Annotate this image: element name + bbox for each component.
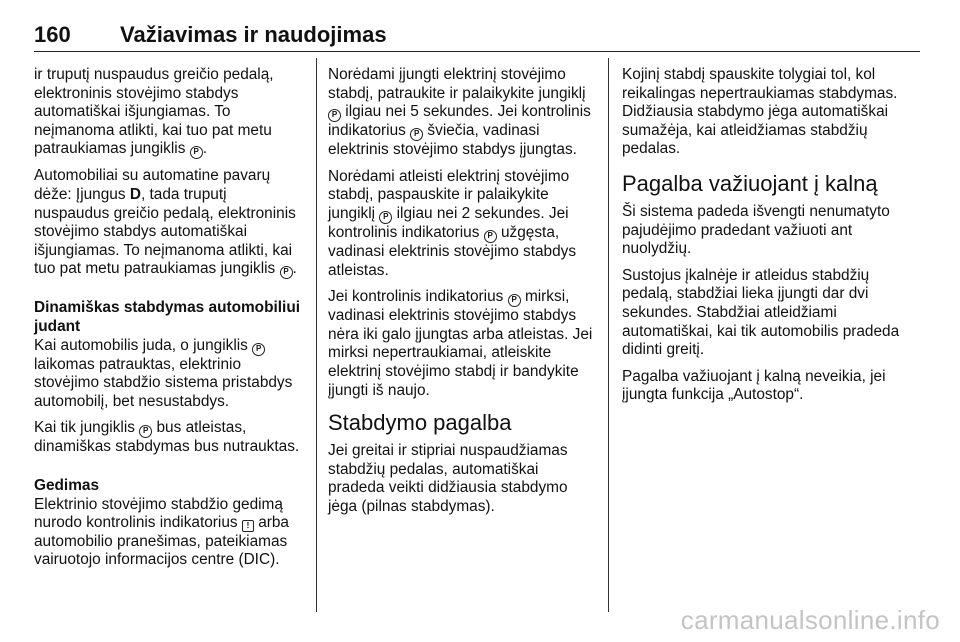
paragraph: Norėdami įjungti elektrinį stovėjimo stabdį, patraukite ir palaikykite jungiklį P ilgiau nei 5 sekundes. Jei kontrolinis indikatorius P šviečia, vadinasi elektrinis stovėjimo stabdys įjungtas. bbox=[328, 66, 591, 159]
parking-brake-icon: P bbox=[410, 128, 423, 141]
paragraph: Elektrinio stovėjimo stabdžio gedimą nurodo kontrolinis indikatorius ! arba automobilio pranešimas, pateikiamas vairuotojo informacijos centre (DIC). bbox=[34, 495, 289, 569]
parking-brake-icon: P bbox=[328, 109, 341, 122]
column-divider bbox=[608, 58, 609, 612]
page-header bbox=[34, 22, 920, 52]
column-2 bbox=[328, 66, 596, 525]
paragraph: Jei greitai ir stipriai nuspaudžiamas stabdžių pedalas, automatiškai pradeda veikti didžiausia stabdymo jėga (pilnas stabdymas). bbox=[328, 442, 568, 515]
column-divider bbox=[316, 58, 317, 612]
chapter-title: Važiavimas ir naudojimas bbox=[120, 22, 387, 47]
watermark: carmanualsonline.info bbox=[680, 605, 940, 635]
parking-brake-icon: P bbox=[139, 425, 152, 438]
paragraph: Norėdami atleisti elektrinį stovėjimo stabdį, paspauskite ir palaikykite jungiklį P ilgiau nei 2 sekundes. Jei kontrolinis indikatorius P užgęsta, vadinasi elektrinis stovėjimo stabdys atleistas. bbox=[328, 167, 577, 279]
column-1 bbox=[34, 66, 306, 578]
parking-brake-icon: P bbox=[252, 343, 265, 356]
heading-brake-assist: Stabdymo pagalba bbox=[328, 410, 512, 436]
paragraph: Kai automobilis juda, o jungiklis P laikomas patrauktas, elektrinio stovėjimo stabdžio sistema pristabdys automobilį, bet nesustabdys. bbox=[34, 336, 293, 410]
paragraph: ir truputį nuspaudus greičio pedalą, elektroninis stovėjimo stabdys automatiškai išjungiamas. To neįmanoma atlikti, kai tuo pat metu patraukiamas jungiklis P . bbox=[34, 66, 274, 158]
paragraph: Kai tik jungiklis P bus atleistas, dinamiškas stabdymas bus nutrauktas. bbox=[34, 419, 300, 456]
paragraph: Kojinį stabdį spauskite tolygiai tol, kol reikalingas nepertraukiamas stabdymas. Didžiausia stabdymo jėga automatiškai sumažėja, kai atleidžiamas stabdžių pedalas. bbox=[622, 66, 898, 158]
column-3 bbox=[622, 66, 922, 413]
paragraph: Ši sistema padeda išvengti nenumatyto pajudėjimo pradedant važiuoti ant nuolydžių. bbox=[622, 202, 890, 258]
parking-brake-icon: P bbox=[484, 230, 497, 243]
parking-brake-icon: P bbox=[379, 211, 392, 224]
parking-brake-icon: P bbox=[280, 266, 293, 279]
page-number: 160 bbox=[34, 22, 71, 47]
parking-brake-icon: P bbox=[190, 146, 203, 159]
paragraph: Jei kontrolinis indikatorius P mirksi, vadinasi elektrinis stovėjimo stabdys nėra iki galo įjungtas arba atleistas. Jei mirksi nepertraukiamai, atleiskite elektrinį stovėjimo stabdį ir bandykite įjungti iš naujo. bbox=[328, 288, 593, 399]
parking-brake-icon: P bbox=[508, 294, 521, 307]
subheading-fault: Gedimas bbox=[34, 476, 100, 494]
paragraph: Automobiliai su automatine pavarų dėže: Įjungus D, tada truputį nuspaudus greičio pedalą, elektroninis stovėjimo stabdys automatiškai išjungiamas. To neįmanoma atlikti, kai tuo pat metu patraukiamas jungiklis P . bbox=[34, 167, 297, 278]
gear-d-label: D bbox=[129, 185, 141, 203]
paragraph: Sustojus įkalnėje ir atleidus stabdžių pedalą, stabdžiai lieka įjungti dar dvi sekundes. Stabdžiai atleidžiami automatiškai, kai tik automobilis pradeda didinti greitį. bbox=[622, 266, 900, 359]
brake-warning-icon: ! bbox=[242, 520, 254, 532]
heading-hill-start-assist: Pagalba važiuojant į kalną bbox=[622, 170, 878, 196]
paragraph: Pagalba važiuojant į kalną neveikia, jei įjungta funkcija „Autostop“. bbox=[622, 367, 886, 404]
subheading-dynamic-braking: Dinamiškas stabdymas automobiliui judant bbox=[34, 299, 300, 335]
